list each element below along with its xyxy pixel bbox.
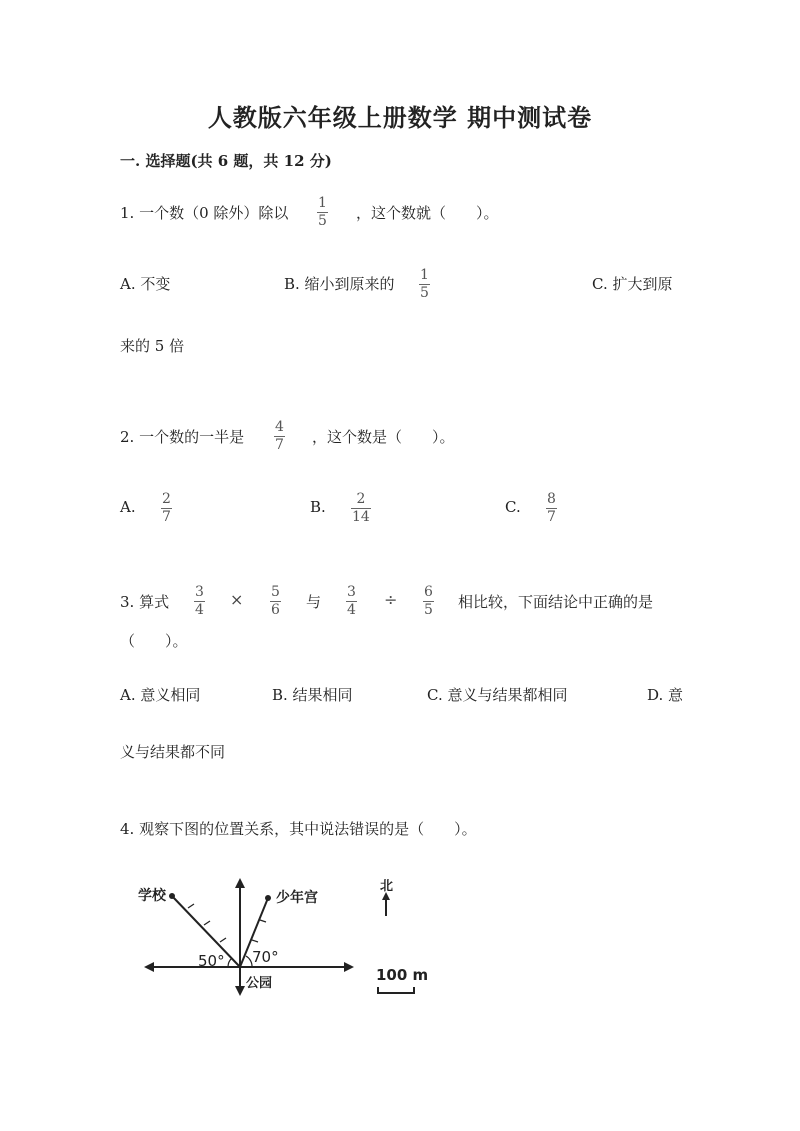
q1-fraction — [317, 196, 328, 229]
palace-tick-2 — [252, 940, 258, 942]
q1-option-b-fraction — [419, 268, 430, 301]
q2-option-a: A. — [120, 498, 136, 516]
q1-option-c: C. 扩大到原 — [592, 275, 673, 293]
q3-fraction-3-numerator: 3 — [347, 584, 356, 600]
q2-fraction-denominator: 7 — [275, 437, 284, 453]
q3-option-d-continued: 义与结果都不同 — [120, 743, 226, 761]
q2-stem-start: 2. 一个数的一半是 — [120, 428, 245, 446]
q3-stem-blank: （ ）。 — [120, 632, 188, 650]
q3-fraction-1-numerator: 3 — [195, 584, 204, 600]
q1-option-b: B. 缩小到原来的 — [284, 275, 395, 293]
q3-fraction-2-numerator: 5 — [271, 584, 280, 600]
q2-option-a-denominator: 7 — [162, 509, 171, 525]
scale-label: 100 m — [376, 966, 429, 984]
q3-option-a: A. 意义相同 — [120, 686, 201, 704]
q4-stem: 4. 观察下图的位置关系，其中说法错误的是（ ）。 — [120, 820, 477, 838]
divide-sign: ÷ — [384, 590, 398, 609]
q1-option-b-numerator: 1 — [420, 267, 429, 283]
school-tick-1 — [188, 904, 194, 908]
q1-stem-end: ，这个数就（ ）。 — [356, 204, 499, 222]
scale-bar — [378, 987, 414, 993]
east-arrowhead — [344, 962, 354, 972]
north-arrowhead — [235, 878, 245, 888]
q1-option-c-continued: 来的 5 倍 — [120, 337, 185, 355]
angle-right-label: 70° — [252, 948, 279, 966]
q3-fraction-4-numerator: 6 — [424, 584, 433, 600]
q2-fraction — [274, 420, 285, 453]
q3-fraction-2-denominator: 6 — [271, 602, 280, 618]
school-point — [169, 893, 175, 899]
park-label: 公园 — [246, 976, 273, 991]
q1-fraction-numerator: 1 — [318, 195, 327, 211]
q3-option-d: D. 意 — [647, 686, 684, 704]
q3-fraction-1-denominator: 4 — [195, 602, 204, 618]
school-label: 学校 — [138, 888, 166, 904]
q3-fraction-4-denominator: 5 — [424, 602, 433, 618]
q2-option-c: C. — [505, 498, 521, 516]
q2-option-b-numerator: 2 — [356, 491, 366, 507]
q3-fraction-3 — [346, 585, 357, 618]
school-tick-2 — [204, 921, 210, 925]
q2-fraction-numerator: 4 — [275, 419, 284, 435]
q1-fraction-denominator: 5 — [318, 213, 327, 229]
school-tick-3 — [220, 938, 226, 942]
q2-option-b-denominator: 14 — [352, 509, 370, 525]
q1-option-b-denominator: 5 — [420, 285, 429, 301]
q2-option-a-fraction — [161, 492, 172, 525]
palace-label: 少年宫 — [276, 890, 318, 906]
times-sign: × — [230, 590, 244, 609]
q2-option-c-numerator: 8 — [547, 491, 556, 507]
q2-option-b: B. — [310, 498, 326, 516]
q2-option-c-fraction — [546, 492, 557, 525]
q3-connector: 与 — [306, 593, 322, 611]
q1-option-a: A. 不变 — [120, 275, 171, 293]
q3-fraction-2 — [270, 585, 281, 618]
q2-option-c-denominator: 7 — [547, 509, 556, 525]
q1-stem-start: 1. 一个数（0 除外）除以 — [120, 204, 289, 222]
q3-fraction-1 — [194, 585, 205, 618]
north-label: 北 — [380, 879, 394, 894]
q2-option-b-fraction — [351, 492, 371, 525]
page-title: 人教版六年级上册数学 期中测试卷 — [207, 103, 593, 132]
section-heading: 一. 选择题(共 6 题，共 12 分) — [120, 152, 332, 170]
palace-tick-1 — [260, 920, 266, 922]
angle-left-label: 50° — [198, 952, 225, 970]
angle-arc-left — [228, 958, 232, 967]
position-diagram — [130, 870, 450, 1010]
palace-point — [265, 895, 271, 901]
q2-option-a-numerator: 2 — [162, 491, 171, 507]
q3-option-b: B. 结果相同 — [272, 686, 353, 704]
q3-fraction-4 — [423, 585, 434, 618]
q3-stem-end: 相比较，下面结论中正确的是 — [458, 593, 654, 611]
q2-stem-end: ，这个数是（ ）。 — [312, 428, 455, 446]
q3-option-c: C. 意义与结果都相同 — [427, 686, 568, 704]
west-arrowhead — [144, 962, 154, 972]
q3-fraction-3-denominator: 4 — [347, 602, 356, 618]
south-arrowhead — [235, 986, 245, 996]
q3-stem-start: 3. 算式 — [120, 593, 170, 611]
